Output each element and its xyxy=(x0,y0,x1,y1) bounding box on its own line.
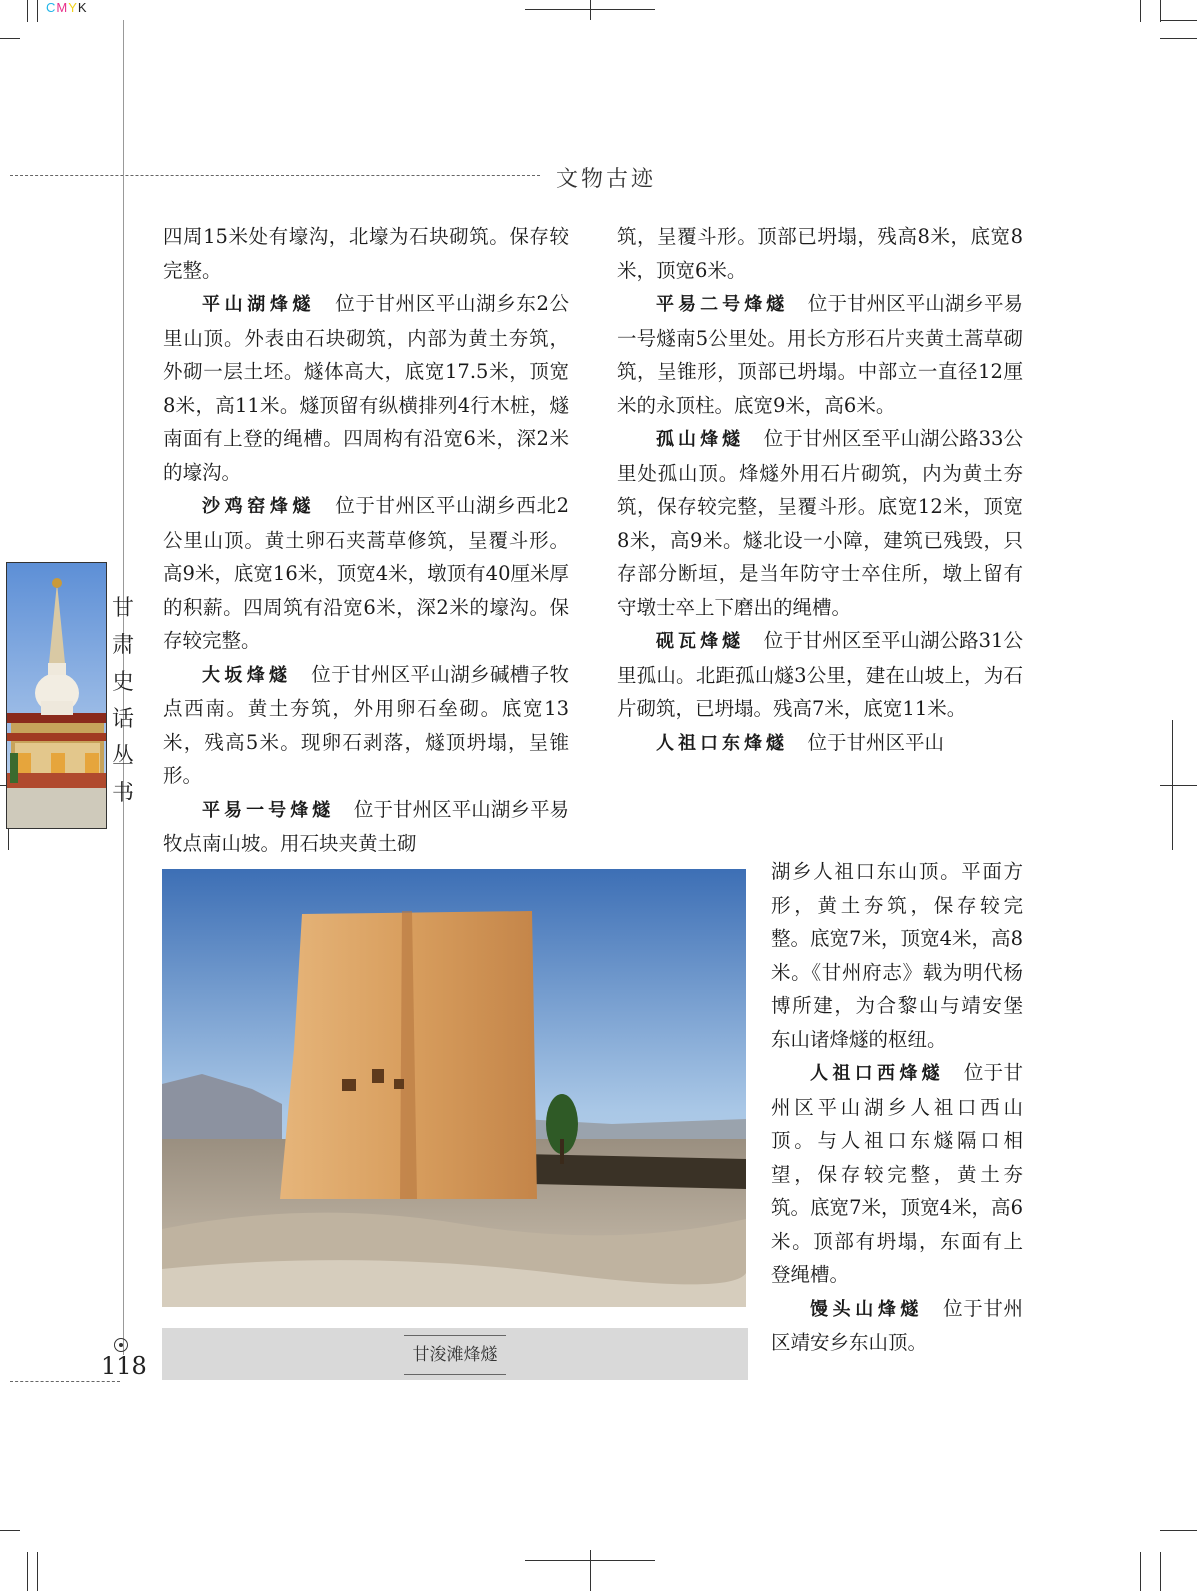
entry-text: 位于甘州区至平山湖公路31公里孤山。北距孤山燧3公里，建在山坡上，为石片砌筑，已坍塌。残高7米，底宽11米。 xyxy=(617,629,1023,720)
entry-heading: 砚瓦烽燧 xyxy=(656,631,745,652)
entry-text: 四周15米处有壕沟，北壕为石块砌筑。保存较完整。 xyxy=(163,225,569,282)
crop-mark xyxy=(1160,38,1197,39)
page-number: 118 xyxy=(101,1352,147,1380)
entry-heading: 大坂烽燧 xyxy=(202,664,292,686)
entry-text: 位于甘州区靖安乡东山顶。 xyxy=(771,1296,1023,1354)
paragraph xyxy=(617,624,1023,726)
entry-text: 位于甘州区平山湖乡碱槽子牧点西南。黄土夯筑，外用卵石垒砌。底宽13米，残高5米。现卵石剥落，燧顶坍塌，呈锥形。 xyxy=(163,662,569,787)
series-char: 甘 xyxy=(111,596,134,621)
pagoda-thumbnail xyxy=(6,562,107,829)
entry-text: 位于甘州区平山湖乡平易一号燧南5公里处。用长方形石片夹黄土蒿草砌筑，呈锥形，顶部已坍塌。中部立一直径12厘米的永顶柱。底宽9米，高6米。 xyxy=(617,292,1023,417)
entry-text: 湖乡人祖口东山顶。平面方形，黄土夯筑，保存较完整。底宽7米，顶宽4米，高8米。《甘州府志》载为明代杨博所建，为合黎山与靖安堡东山诸烽燧的枢纽。 xyxy=(771,860,1023,1051)
series-char: 史 xyxy=(111,670,134,695)
cmyk-color-bar: CMYK xyxy=(46,0,88,15)
entry-text: 位于甘州区平山湖乡人祖口西山顶。与人祖口东燧隔口相望，保存较完整，黄土夯筑。底宽7米，顶宽4米，高6米。顶部有坍塌，东面有上登绳槽。 xyxy=(771,1061,1023,1286)
paragraph xyxy=(163,793,569,861)
crop-mark xyxy=(1160,1552,1161,1591)
beacon-tower-image xyxy=(162,869,746,1307)
crop-mark xyxy=(1160,1530,1197,1531)
paragraph xyxy=(617,220,1023,287)
paragraph xyxy=(617,726,1023,761)
crop-mark xyxy=(0,1530,20,1531)
page-number-bullet-icon xyxy=(114,1338,128,1352)
footer-dashed-rule xyxy=(10,1381,120,1382)
section-title: 文物古迹 xyxy=(556,167,657,192)
entry-heading: 沙鸡窑烽燧 xyxy=(202,496,316,517)
crop-mark xyxy=(1160,20,1197,21)
entry-text: 位于甘州区平山 xyxy=(788,730,945,754)
entry-heading: 人祖口西烽燧 xyxy=(810,1063,944,1084)
entry-text: 位于甘州区平山湖乡平易牧点南山坡。用石块夹黄土砌 xyxy=(163,797,569,855)
crop-mark xyxy=(37,0,38,22)
series-char: 肃 xyxy=(111,633,134,658)
entry-text: 位于甘州区平山湖乡东2公里山顶。外表由石块砌筑，内部为黄土夯筑，外砌一层土坯。燧体高大，底宽17.5米，顶宽8米，高11米。燧顶留有纵横排列4行木桩，燧南面有上登的绳槽。四周构有沿宽6米，深2米的壕沟。 xyxy=(163,292,569,484)
paragraph xyxy=(163,658,569,793)
crop-mark xyxy=(590,0,591,20)
entry-text: 筑，呈覆斗形。顶部已坍塌，残高8米，底宽8米，顶宽6米。 xyxy=(617,225,1023,282)
entry-heading: 平易一号烽燧 xyxy=(202,799,335,821)
crop-mark xyxy=(1160,0,1161,22)
paragraph xyxy=(771,855,1023,1056)
crop-mark xyxy=(1140,0,1141,22)
crop-mark xyxy=(590,1550,591,1591)
crop-mark xyxy=(0,38,20,39)
series-title xyxy=(111,590,135,812)
crop-mark xyxy=(27,0,28,22)
right-text-column xyxy=(617,220,1023,760)
entry-heading: 平易二号烽燧 xyxy=(656,294,789,315)
paragraph xyxy=(771,1292,1023,1360)
crop-mark xyxy=(1160,785,1197,786)
header-dashed-rule xyxy=(10,175,540,176)
entry-heading: 孤山烽燧 xyxy=(656,429,745,450)
paragraph xyxy=(163,287,569,489)
entry-heading: 人祖口东烽燧 xyxy=(656,732,788,754)
beacon-tower-photo xyxy=(162,869,746,1307)
series-char: 丛 xyxy=(111,744,134,769)
entry-heading: 馒头山烽燧 xyxy=(810,1298,924,1320)
entry-text: 位于甘州区平山湖乡西北2公里山顶。黄土卵石夹蒿草修筑，呈覆斗形。高9米，底宽16米，顶宽4米，墩顶有40厘米厚的积薪。四周筑有沿宽6米，深2米的壕沟。保存较完整。 xyxy=(163,494,569,652)
series-char: 话 xyxy=(111,707,134,732)
series-char: 书 xyxy=(111,781,134,806)
crop-mark xyxy=(1140,1552,1141,1591)
pagoda-image xyxy=(7,563,107,829)
crop-mark xyxy=(37,1552,38,1591)
right-narrow-text-column xyxy=(771,855,1023,1360)
paragraph xyxy=(163,489,569,658)
paragraph xyxy=(163,220,569,287)
entry-text: 位于甘州区至平山湖公路33公里处孤山顶。烽燧外用石片砌筑，内为黄土夯筑，保存较完整，呈覆斗形。底宽12米，顶宽8米，高9米。燧北设一小障，建筑已残毁，只存部分断垣，是当年防守士卒住所，墩上留有守墩士卒上下磨出的绳槽。 xyxy=(617,427,1023,619)
paragraph xyxy=(617,287,1023,422)
paragraph xyxy=(617,422,1023,624)
figure-caption: 甘浚滩烽燧 xyxy=(404,1335,506,1375)
left-text-column xyxy=(163,220,569,861)
paragraph xyxy=(771,1056,1023,1292)
crop-mark xyxy=(27,1552,28,1591)
entry-heading: 平山湖烽燧 xyxy=(202,294,316,315)
